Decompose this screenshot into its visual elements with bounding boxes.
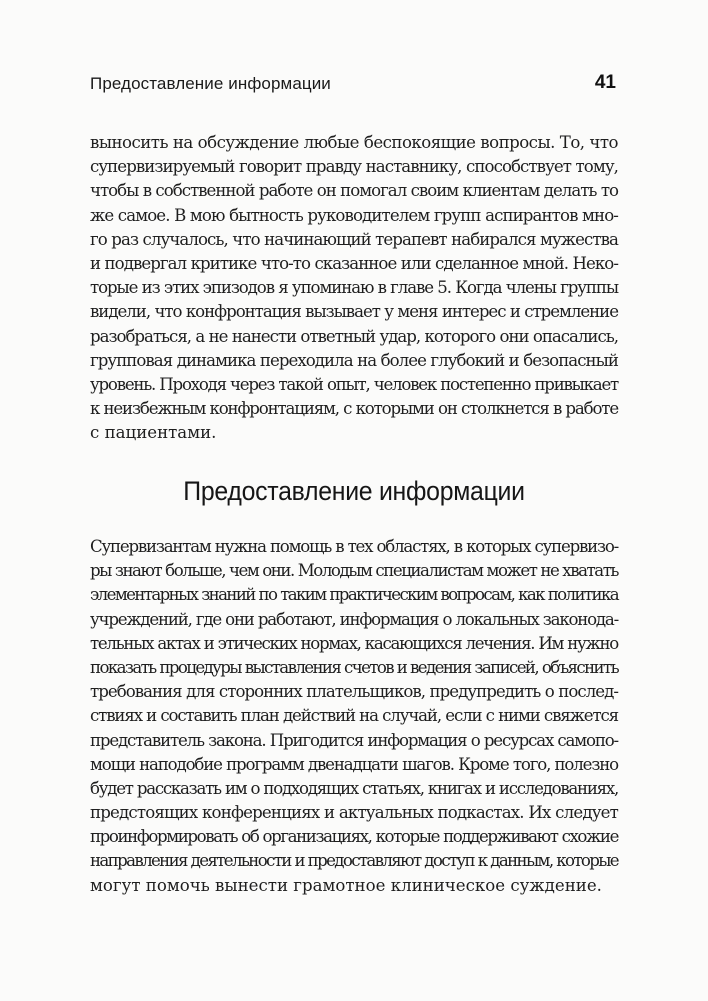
text-line: требования для сторонних плательщиков, предупредить о послед-	[90, 682, 618, 702]
text-line: предстоящих конференциях и актуальных подкастах. Их следует	[90, 803, 618, 823]
text-line: будет рассказать им о подходящих статьях, книгах и исследованиях,	[90, 778, 618, 798]
text-line: чтобы в собственной работе он помогал своим клиентам делать то	[90, 181, 618, 201]
text-line: тельных актах и этических нормах, касающихся лечения. Им нужно	[90, 633, 618, 653]
text-line: и подвергал критике что-то сказанное или сделанное мной. Неко-	[90, 253, 618, 273]
page-number: 41	[594, 72, 616, 93]
text-line: же самое. В мою бытность руководителем групп аспирантов мно-	[90, 205, 618, 225]
paragraph-information	[90, 535, 618, 898]
text-line: торые из этих эпизодов я упоминаю в главе 5. Когда члены группы	[90, 278, 618, 298]
text-line: с пациентами.	[90, 423, 217, 443]
running-head-title: Предоставление информации	[90, 74, 331, 93]
paragraph-continuation	[90, 131, 618, 445]
text-line: Супервизантам нужна помощь в тех областях, в которых супервизо-	[90, 537, 618, 556]
text-line: выносить на обсуждение любые беспокоящие вопросы. То, что	[90, 133, 618, 152]
text-line: учреждений, где они работают, информация о локальных законода-	[90, 609, 618, 629]
text-line: направления деятельности и предоставляют доступ к данным, которые	[90, 851, 618, 871]
text-line: ры знают больше, чем они. Молодым специалистам может не хватать	[90, 561, 618, 581]
text-line: видели, что конфронтация вызывает у меня интерес и стремление	[90, 302, 618, 322]
text-line: элементарных знаний по таким практическим вопросам, как политика	[90, 585, 618, 605]
text-line: групповая динамика переходила на более глубокий и безопасный	[90, 350, 618, 370]
text-line: мощи наподобие программ двенадцати шагов. Кроме того, полезно	[90, 754, 618, 774]
text-line: разобраться, а не нанести ответный удар, которого они опасались,	[90, 326, 618, 346]
text-line: к неизбежным конфронтациям, с которыми он столкнется в работе	[90, 399, 618, 419]
text-line: супервизируемый говорит правду наставнику, способствует тому,	[90, 157, 618, 177]
text-line: го раз случалось, что начинающий терапевт набирался мужества	[90, 229, 618, 249]
text-line: показать процедуры выставления счетов и ведения записей, объяснить	[90, 657, 618, 677]
text-line: уровень. Проходя через такой опыт, человек постепенно привыкает	[90, 374, 618, 394]
text-line: могут помочь вынести грамотное клиническое суждение.	[90, 875, 602, 895]
text-line: представитель закона. Пригодится информация о ресурсах самопо-	[90, 730, 618, 750]
section-heading: Предоставление информации	[183, 476, 525, 506]
text-line: ствиях и составить план действий на случай, если с ними свяжется	[90, 706, 618, 726]
text-line: проинформировать об организациях, которые поддерживают схожие	[90, 827, 618, 847]
